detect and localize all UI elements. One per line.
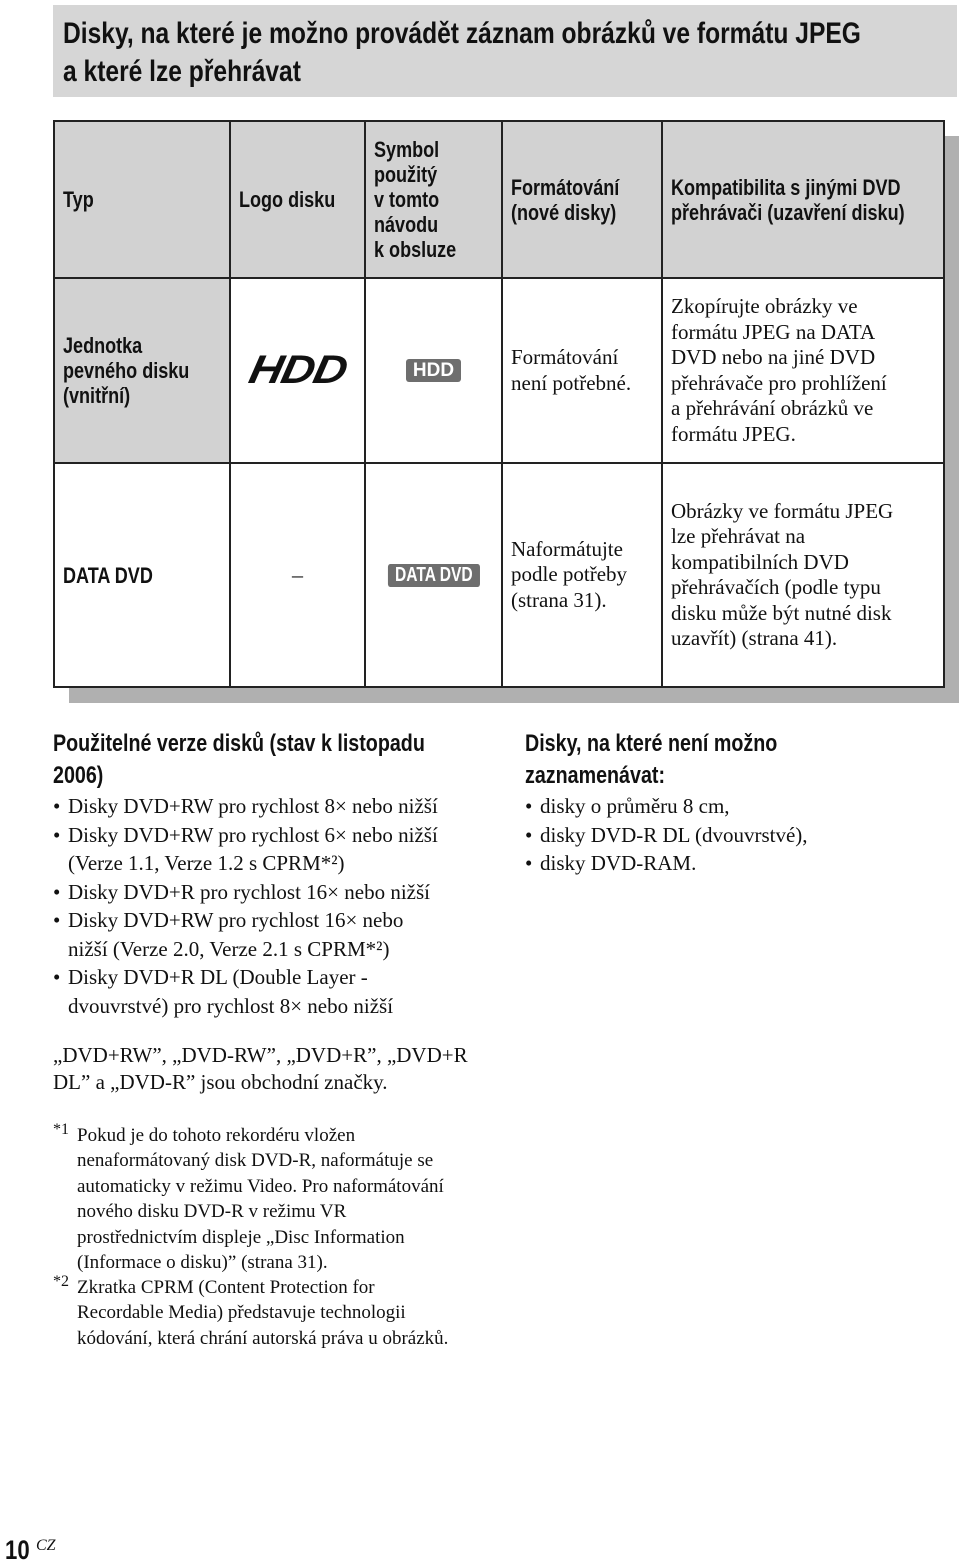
- page-title: [63, 15, 949, 91]
- disc-table: [53, 120, 945, 688]
- row-data-dvd-compatibility: Obrázky ve formátu JPEG lze přehrávat na kompatibilních DVD přehrávačích (podle typu disku může být nutné disk uzavřít) (strana 41).: [662, 463, 944, 687]
- footnote-mark: *2: [53, 1273, 69, 1290]
- row-data-dvd-logo: [230, 463, 365, 687]
- table-header-row: [54, 121, 944, 278]
- hdd-logo-icon: HDD: [244, 348, 351, 392]
- disc-table-wrapper: [53, 120, 941, 685]
- unusable-list: [525, 792, 945, 878]
- page-number: 10: [5, 1535, 30, 1565]
- header-compatibility: Kompatibilita s jinými DVD přehrávači (uzavření disku): [662, 121, 944, 278]
- footnote-mark: *1: [53, 1121, 69, 1138]
- hdd-symbol-badge: HDD: [406, 359, 461, 382]
- list-item: • Disky DVD+R DL (Double Layer - dvouvrstvé) pro rychlost 8× nebo nižší: [53, 963, 493, 1020]
- title-bar: [53, 5, 957, 97]
- versions-heading: Použitelné verze disků (stav k listopadu 2006): [53, 730, 425, 789]
- header-logo: Logo disku: [230, 121, 365, 278]
- row-hdd-symbol: [365, 278, 502, 463]
- header-type: Typ: [54, 121, 230, 278]
- row-hdd-logo: [230, 278, 365, 463]
- list-item: • Disky DVD+RW pro rychlost 6× nebo nižší (Verze 1.1, Verze 1.2 s CPRM*²): [53, 821, 493, 878]
- page-title-line-2: a které lze přehrávat: [63, 55, 301, 88]
- trademark-note: „DVD+RW”, „DVD-RW”, „DVD+R”, „DVD+R DL” a „DVD-R” jsou obchodní značky.: [53, 1043, 468, 1094]
- table-row: [54, 278, 944, 463]
- versions-list: [53, 792, 493, 1020]
- header-symbol: Symbol použitý v tomto návodu k obsluze: [365, 121, 502, 278]
- row-hdd-compatibility: Zkopírujte obrázky ve formátu JPEG na DATA DVD nebo na jiné DVD přehrávače pro prohlížení a přehrávání obrázků ve formátu JPEG.: [662, 278, 944, 463]
- page-language-suffix: CZ: [36, 1537, 56, 1554]
- row-data-dvd-symbol: [365, 463, 502, 687]
- unusable-heading: Disky, na které není možno zaznamenávat:: [525, 730, 778, 789]
- list-item: • Disky DVD+RW pro rychlost 16× nebo nižší (Verze 2.0, Verze 2.1 s CPRM*²): [53, 906, 493, 963]
- footnote-1: *1 Pokud je do tohoto rekordéru vložen nenaformátovaný disk DVD-R, naformátuje se automaticky v režimu Video. Pro naformátování nového disku DVD-R v režimu VR prostřednictvím displeje „Disc Information (Informace o disku)” (strana 31).: [53, 1123, 498, 1275]
- page-title-line-1: Disky, na které je možno provádět záznam obrázků ve formátu JPEG: [63, 17, 861, 50]
- row-hdd-formatting: Formátování není potřebné.: [502, 278, 662, 463]
- table-row: [54, 463, 944, 687]
- list-item: • disky DVD-R DL (dvouvrstvé),: [525, 821, 945, 850]
- data-dvd-symbol-badge: DATA DVD: [388, 564, 480, 587]
- list-item: • disky DVD-RAM.: [525, 849, 945, 878]
- row-data-dvd-formatting: Naformátujte podle potřeby (strana 31).: [502, 463, 662, 687]
- list-item: • Disky DVD+R pro rychlost 16× nebo nižší: [53, 878, 493, 907]
- row-data-dvd-type: DATA DVD: [54, 463, 230, 687]
- footnote-2: *2 Zkratka CPRM (Content Protection for Recordable Media) představuje technologii kódování, která chrání autorská práva u obrázků.: [53, 1275, 498, 1351]
- list-item: • Disky DVD+RW pro rychlost 8× nebo nižší: [53, 792, 493, 821]
- no-logo-dash: –: [292, 562, 303, 587]
- header-formatting: Formátování (nové disky): [502, 121, 662, 278]
- row-hdd-type: Jednotka pevného disku (vnitřní): [54, 278, 230, 463]
- list-item: • disky o průměru 8 cm,: [525, 792, 945, 821]
